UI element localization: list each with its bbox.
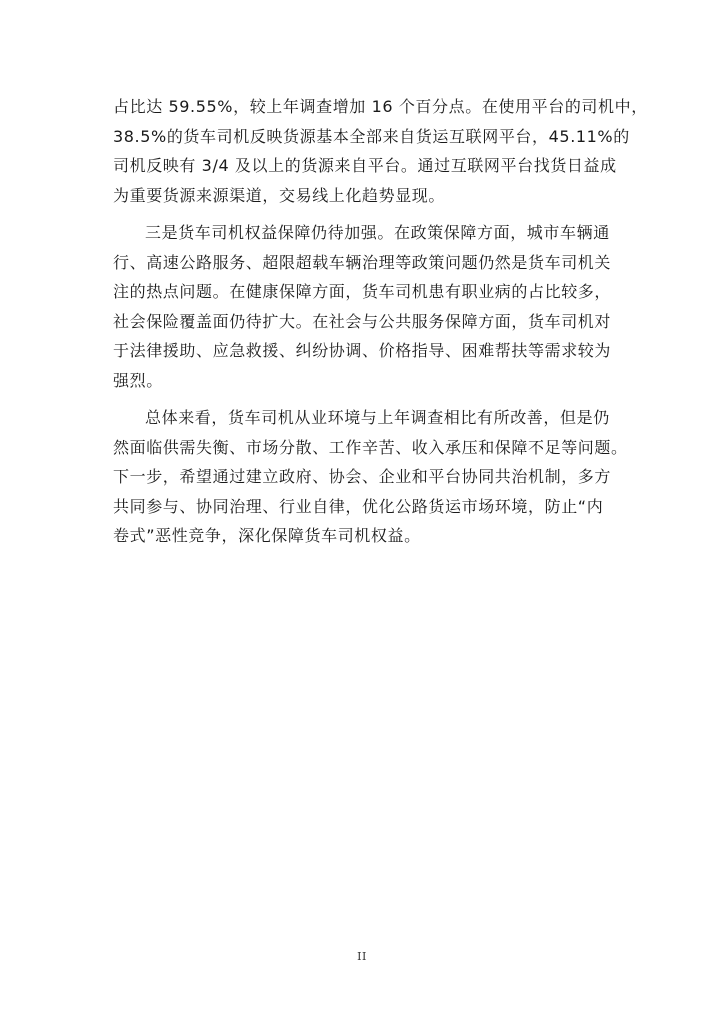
text-line: 强烈。 bbox=[113, 370, 163, 390]
text-line: 注的热点问题。在健康保障方面，货车司机患有职业病的占比较多， bbox=[113, 282, 612, 301]
paragraph-rights-protection bbox=[113, 218, 633, 395]
text-line: 38.5%的货车司机反映货源基本全部来自货运互联网平台，45.11%的 bbox=[113, 126, 630, 146]
page-number: II bbox=[357, 950, 367, 963]
text-line: 社会保险覆盖面仍待扩大。在社会与公共服务保障方面，货车司机对 bbox=[113, 311, 612, 331]
body-text bbox=[113, 92, 648, 551]
paragraph-spacing bbox=[113, 395, 633, 403]
text-line: 共同参与、协同治理、行业自律，优化公路货运市场环境，防止“内 bbox=[113, 496, 604, 516]
text-line: 为重要货源来源渠道，交易线上化趋势显现。 bbox=[113, 185, 446, 205]
text-line: 下一步，希望通过建立政府、协会、企业和平台协同共治机制，多方 bbox=[113, 467, 612, 486]
text-line: 司机反映有 3/4 及以上的货源来自平台。通过互联网平台找货日益成 bbox=[113, 156, 617, 175]
paragraph-spacing bbox=[113, 210, 633, 218]
text-line: 三是货车司机权益保障仍待加强。在政策保障方面，城市车辆通 bbox=[145, 223, 610, 242]
text-line: 占比达 59.55%，较上年调查增加 16 个百分点。在使用平台的司机中， bbox=[113, 97, 648, 116]
text-line: 于法律援助、应急救援、纠纷协调、价格指导、困难帮扶等需求较为 bbox=[113, 341, 612, 360]
paragraph-platform-share bbox=[113, 92, 648, 210]
text-line: 总体来看，货车司机从业环境与上年调查相比有所改善，但是仍 bbox=[145, 408, 610, 427]
text-line: 行、高速公路服务、超限超载车辆治理等政策问题仍然是货车司机关 bbox=[113, 252, 612, 272]
paragraph-summary bbox=[113, 403, 633, 551]
text-line: 然面临供需失衡、市场分散、工作辛苦、收入承压和保障不足等问题。 bbox=[113, 437, 628, 457]
text-line: 卷式”恶性竞争，深化保障货车司机权益。 bbox=[113, 526, 421, 545]
